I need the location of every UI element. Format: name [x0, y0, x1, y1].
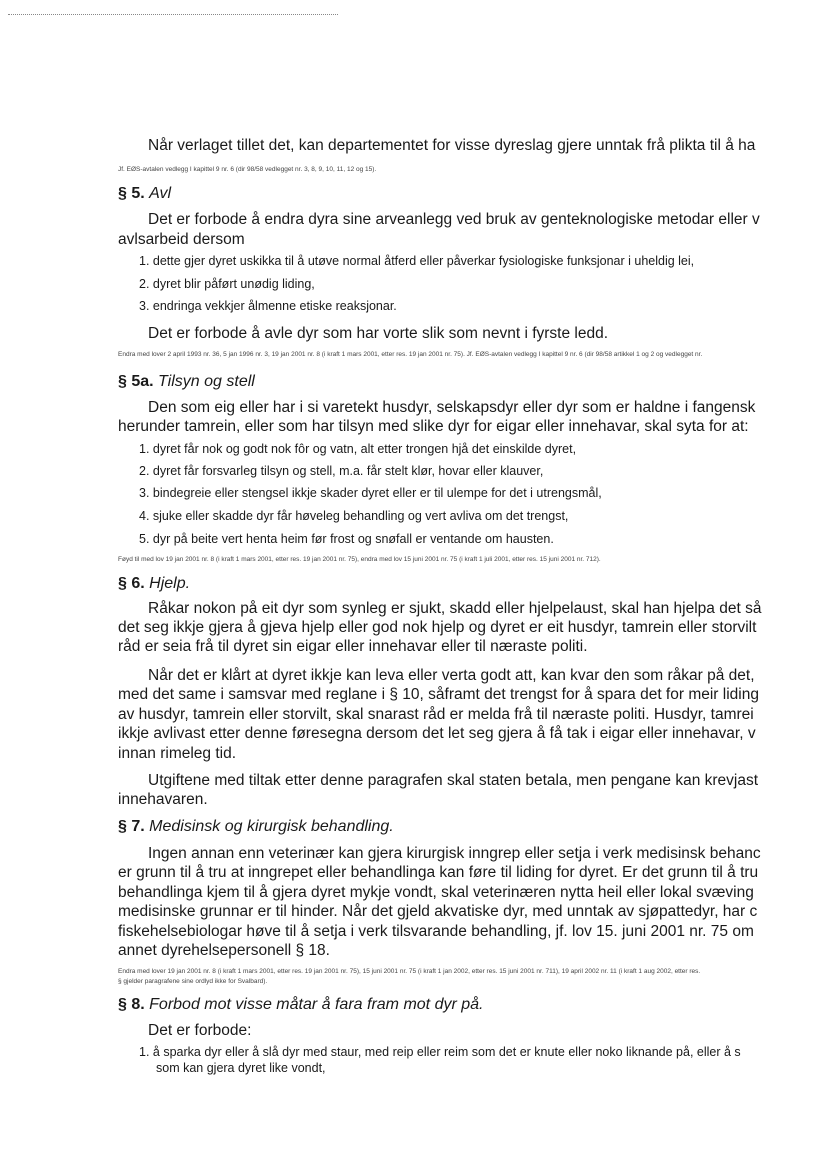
- s8-paragraph: Det er forbode:: [148, 1022, 252, 1039]
- s6-paragraph-line: med det same i samsvar med reglane i § 10, såframt det trengst for å spara det for meir liding: [118, 686, 759, 703]
- section-number: § 6.: [118, 575, 145, 592]
- s6-paragraph-line: av husdyr, tamrein eller storvilt, skal snarast råd er melda frå til næraste politi. Husdyr, tamrei: [118, 706, 754, 723]
- s6-paragraph-line: Utgiftene med tiltak etter denne paragrafen skal staten betala, men pengane kan krevjast: [148, 772, 759, 789]
- s7-paragraph-line: Ingen annan enn veterinær kan gjera kirurgisk inngrep eller setja i verk medisinsk behanc: [148, 845, 761, 862]
- s6-paragraph-line: Råkar nokon på eit dyr som synleg er sjukt, skadd eller hjelpelaust, skal han hjelpa det så: [148, 600, 762, 617]
- intro-paragraph: Når verlaget tillet det, kan departementet for visse dyreslag gjere unntak frå plikta til å ha: [148, 137, 756, 154]
- section-title: Forbod mot visse måtar å fara fram mot dyr på.: [149, 996, 484, 1013]
- list-item: 1. dette gjer dyret uskikka til å utøve normal åtferd eller påverkar fysiologiske funksjonar i uheldig lei,: [139, 254, 695, 268]
- section-5a-heading: [118, 373, 255, 391]
- list-item: 3. endringa vekkjer ålmenne etiske reaksjonar.: [139, 299, 397, 313]
- s7-paragraph-line: behandlinga kjem til å gjera dyret mykje vondt, skal veterinæren nytta heil eller lokal svæving: [118, 884, 754, 901]
- s6-paragraph-line: Når det er klårt at dyret ikkje kan leva eller verta godt att, kan kvar den som råkar på det,: [148, 667, 755, 684]
- s6-paragraph-line: innan rimeleg tid.: [118, 745, 237, 762]
- list-item: 3. bindegreie eller stengsel ikkje skader dyret eller er til ulempe for det i utrengsmål,: [139, 486, 602, 500]
- section-6-heading: [118, 575, 190, 593]
- section-number: § 5a.: [118, 373, 154, 390]
- s5a-paragraph-line: Den som eig eller har i si varetekt husdyr, selskapsdyr eller dyr som er haldne i fangensk: [148, 399, 756, 416]
- section-5-heading: [118, 185, 171, 203]
- list-item: 4. sjuke eller skadde dyr får høveleg behandling og vert avliva om det trengst,: [139, 509, 569, 523]
- section-number: § 8.: [118, 996, 145, 1013]
- list-item-continuation: som kan gjera dyret like vondt,: [156, 1061, 326, 1075]
- s5-paragraph-line: Det er forbode å endra dyra sine arveanlegg ved bruk av genteknologiske metodar eller v: [148, 211, 760, 228]
- s6-paragraph-line: det seg ikkje gjera å gjeva hjelp eller god nok hjelp og dyret er eit husdyr, tamrein eller storvilt: [118, 619, 757, 636]
- s5-paragraph-line: avlsarbeid dersom: [118, 231, 245, 248]
- list-item: 2. dyret blir påført unødig liding,: [139, 277, 315, 291]
- s7-paragraph-line: fiskehelsebiologar høve til å setja i verk tilsvarande behandling, jf. lov 15. juni 2001 nr. 75 om: [118, 923, 754, 940]
- section-number: § 7.: [118, 818, 145, 835]
- section-title: Tilsyn og stell: [158, 373, 255, 390]
- section-7-heading: [118, 818, 394, 836]
- s6-paragraph-line: innehavaren.: [118, 791, 208, 808]
- s6-paragraph-line: ikkje avlivast etter denne føresegna dersom det let seg gjera å få tak i eigar eller innehavar, v: [118, 725, 756, 742]
- list-item: 1. å sparka dyr eller å slå dyr med staur, med reip eller reim som det er knute eller noko liknande på, eller å s: [139, 1045, 741, 1059]
- section-title: Medisinsk og kirurgisk behandling.: [149, 818, 394, 835]
- list-item: 1. dyret får nok og godt nok fôr og vatn, alt etter trongen hjå det einskilde dyret,: [139, 442, 577, 456]
- section-title: Hjelp.: [149, 575, 191, 592]
- s5-paragraph-2: Det er forbode å avle dyr som har vorte slik som nevnt i fyrste ledd.: [148, 325, 609, 342]
- list-item: 2. dyret får forsvarleg tilsyn og stell, m.a. får stelt klør, hovar eller klauver,: [139, 464, 544, 478]
- s6-paragraph-line: råd er seia frå til dyret sin eigar eller innehavar eller til næraste politi.: [118, 638, 588, 655]
- s5-footnote: Endra med lover 2 april 1993 nr. 36, 5 jan 1996 nr. 3, 19 jan 2001 nr. 8 (i kraft 1 mars 2001, etter res. 19 jan 2001 nr. 75). Jf. EØS-avtalen vedlegg I kapittel 9 nr. 6 (dir 98/58 artikkel 1 og 2 og vedlegget nr.: [118, 351, 703, 358]
- section-title: Avl: [149, 185, 172, 202]
- s7-paragraph-line: er grunn til å tru at inngrepet eller behandlinga kan føre til liding for dyret. Er det grunn til å tru: [118, 864, 759, 881]
- list-item: 5. dyr på beite vert henta heim før frost og snøfall er ventande om hausten.: [139, 532, 554, 546]
- s5a-paragraph-line: herunder tamrein, eller som har tilsyn med slike dyr for eigar eller innehavar, skal syta for at:: [118, 418, 749, 435]
- section-number: § 5.: [118, 185, 145, 202]
- s7-paragraph-line: medisinske grunnar er til hinder. Når det gjeld akvatiske dyr, med unntak av sjøpattedyr, har c: [118, 903, 758, 920]
- section-8-heading: [118, 996, 483, 1014]
- intro-footnote: Jf. EØS-avtalen vedlegg I kapittel 9 nr. 6 (dir 98/58 vedlegget nr. 3, 8, 9, 10, 11, 12 og 15).: [118, 166, 377, 173]
- s7-paragraph-line: annet dyrehelsepersonell § 18.: [118, 942, 330, 959]
- s5a-footnote: Føyd til med lov 19 jan 2001 nr. 8 (i kraft 1 mars 2001, etter res. 19 jan 2001 nr. 75), endra med lov 15 juni 2001 nr. 75 (i kraft 1 juli 2001, etter res. 15 juni 2001 nr. 712).: [118, 556, 601, 563]
- s7-footnote-line: Endra med lover 19 jan 2001 nr. 8 (i kraft 1 mars 2001, etter res. 19 jan 2001 nr. 75), 15 juni 2001 nr. 75 (i kraft 1 jan 2002, etter res. 15 juni 2001 nr. 711), 19 april 2002 nr. 11 (i kraft 1 aug 2002, etter res.: [118, 968, 701, 975]
- s7-footnote-line: § gjelder paragrafene sine ordlyd ikke for Svalbard).: [118, 978, 268, 985]
